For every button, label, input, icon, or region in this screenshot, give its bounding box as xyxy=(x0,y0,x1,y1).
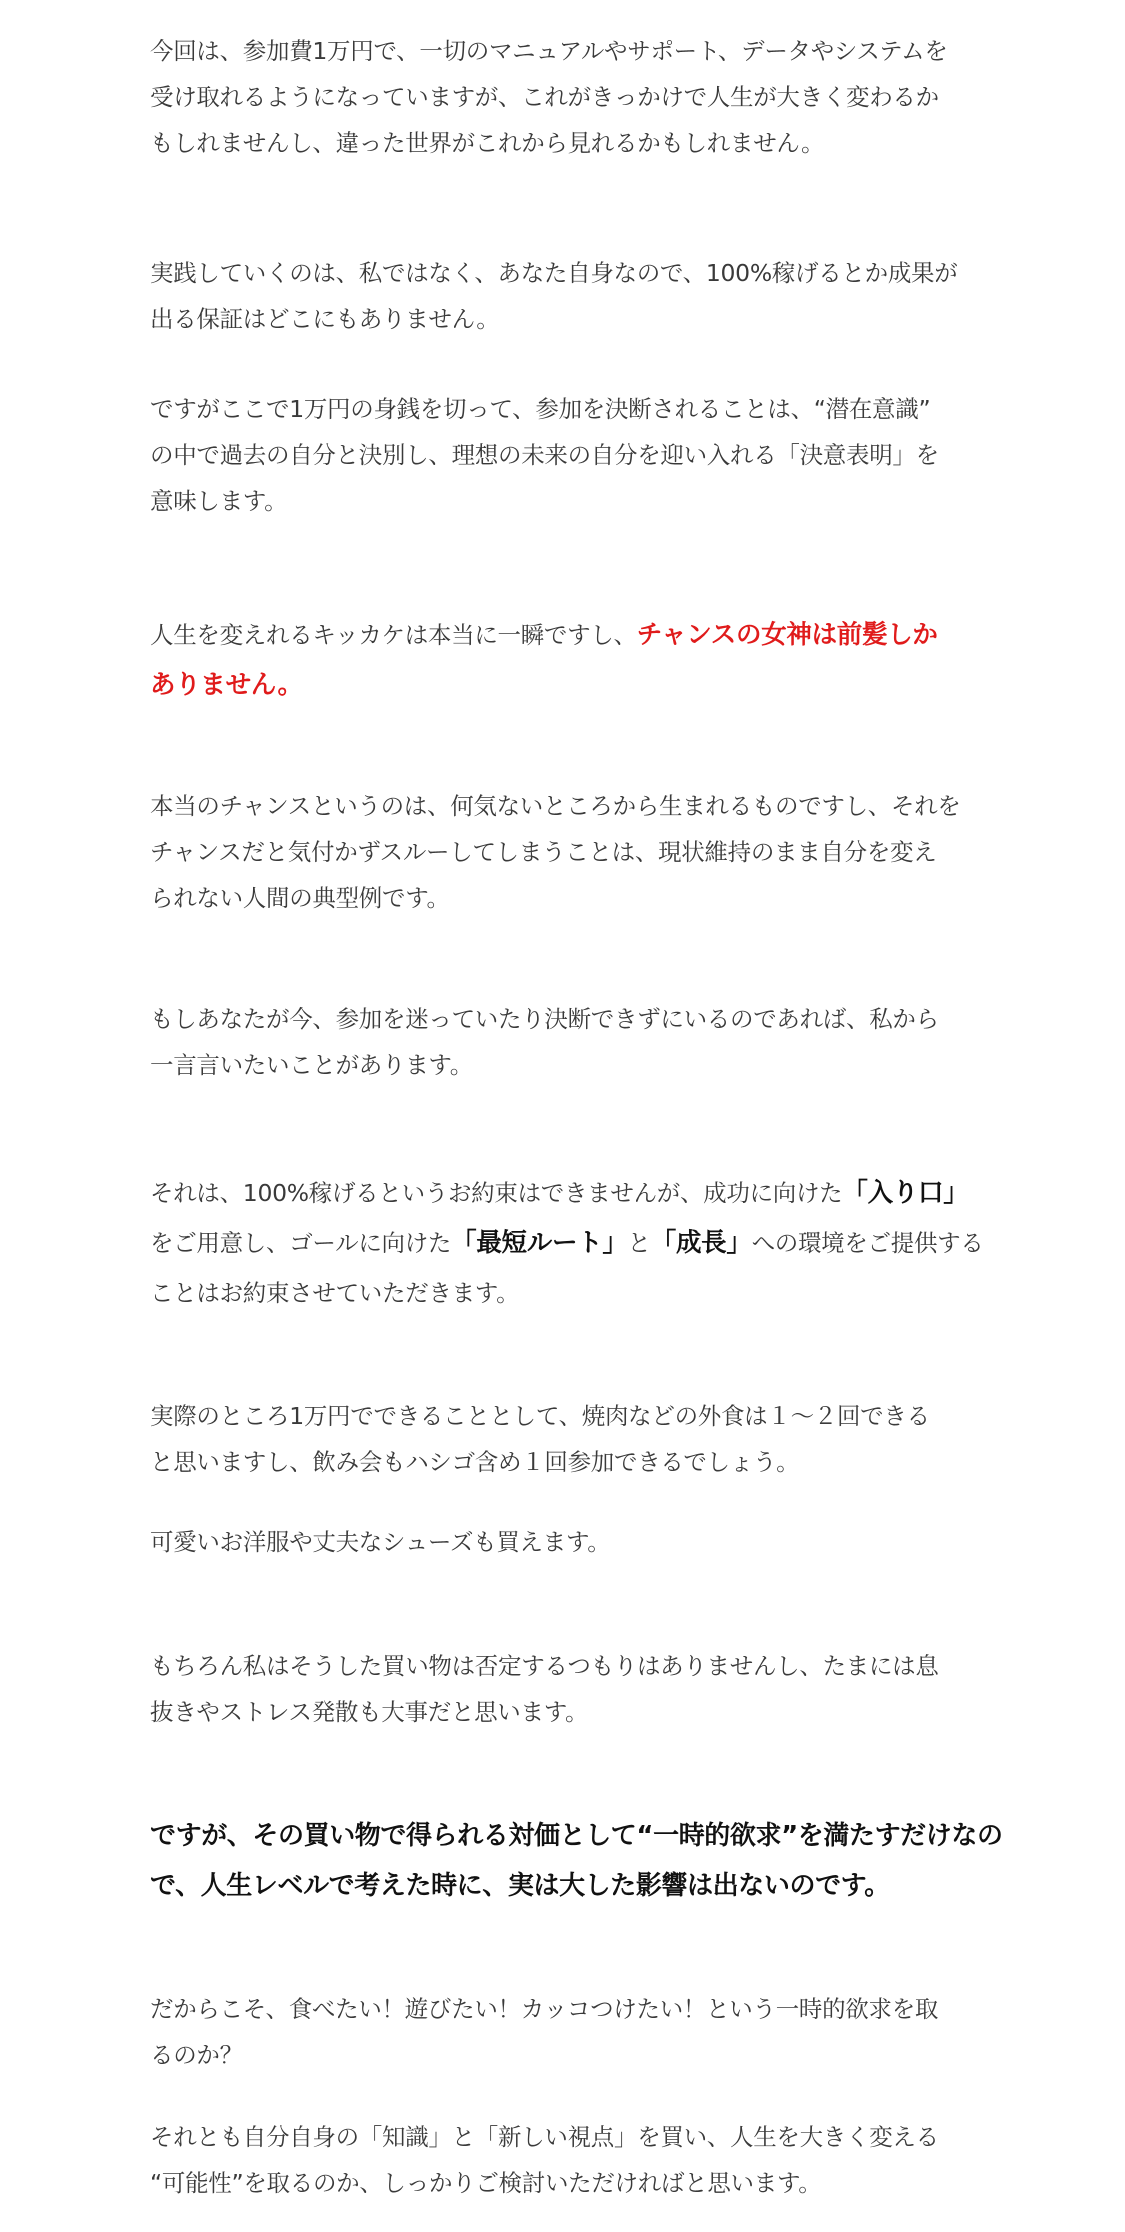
text-plain: をご用意し、ゴールに向けた xyxy=(150,1229,452,1257)
text-line: もちろん私はそうした買い物は否定するつもりはありませんし、たまには息 xyxy=(150,1652,939,1680)
text-line xyxy=(150,610,938,660)
text-line: で、人生レベルで考えた時に、実は大した影響は出ないのです。 xyxy=(150,1871,890,1901)
text-line: 受け取れるようになっていますが、これがきっかけで人生が大きく変わるか xyxy=(150,83,939,111)
text-line: もしあなたが今、参加を迷っていたり決断できずにいるのであれば、私から xyxy=(150,1005,939,1033)
text-line xyxy=(150,660,938,710)
paragraph-what-10000-yen-buys xyxy=(150,1393,930,1485)
text-line: ことはお約束させていただきます。 xyxy=(150,1279,520,1307)
paragraph-clothes-shoes xyxy=(150,1519,610,1565)
text-line: るのか？ xyxy=(150,2041,243,2069)
paragraph-declaration xyxy=(150,386,939,524)
text-plain: それは、100%稼げるというお約束はできませんが、成功に向けた xyxy=(150,1179,843,1207)
text-line: 本当のチャンスというのは、何気ないところから生まれるものですし、それを xyxy=(150,792,961,820)
text-line: 抜きやストレス発散も大事だと思います。 xyxy=(150,1698,589,1726)
text-line: それとも自分自身の「知識」と「新しい視点」を買い、人生を大きく変える xyxy=(150,2123,939,2151)
emphasis-bold-text: 「入り口」 xyxy=(842,1178,969,1208)
text-plain: への環境をご提供する xyxy=(751,1229,984,1257)
text-line: の中で過去の自分と決別し、理想の未来の自分を迎い入れる「決意表明」を xyxy=(150,441,939,469)
paragraph-no-guarantee xyxy=(150,250,957,342)
text-line: 実際のところ1万円でできることとして、焼肉などの外食は１～２回できる xyxy=(150,1402,930,1430)
paragraph-temporary-desire-bold xyxy=(150,1811,1003,1911)
text-plain: と xyxy=(627,1229,651,1257)
paragraph-not-denying-shopping xyxy=(150,1643,939,1735)
paragraph-real-chance xyxy=(150,783,961,921)
text-line: もしれませんし、違った世界がこれから見れるかもしれません。 xyxy=(150,129,825,157)
text-line: だからこそ、食べたい！遊びたい！カッコつけたい！という一時的欲求を取 xyxy=(150,1995,939,2023)
paragraph-choice-desire xyxy=(150,1986,938,2078)
text-line: 実践していくのは、私ではなく、あなた自身なので、100%稼げるとか成果が xyxy=(150,259,958,287)
paragraph-participation-fee xyxy=(150,28,948,166)
emphasis-bold-text: 「最短ルート」 xyxy=(451,1228,628,1258)
text-plain: 人生を変えれるキッカケは本当に一瞬ですし、 xyxy=(150,621,637,649)
text-line: 今回は、参加費1万円で、一切のマニュアルやサポート、データやシステムを xyxy=(150,37,948,65)
text-line: ですが、その買い物で得られる対価として“一時的欲求”を満たすだけなの xyxy=(150,1821,1003,1851)
text-line: 一言言いたいことがあります。 xyxy=(150,1051,473,1079)
text-line: 意味します。 xyxy=(150,487,288,515)
text-line: ですがここで1万円の身銭を切って、参加を決断されることは、“潜在意識” xyxy=(150,395,931,423)
paragraph-hesitation xyxy=(150,996,939,1088)
emphasis-bold-text: 「成長」 xyxy=(650,1228,752,1258)
text-line: “可能性”を取るのか、しっかりご検討いただければと思います。 xyxy=(150,2169,822,2197)
text-line xyxy=(150,1168,984,1218)
paragraph-chance-goddess xyxy=(150,610,938,710)
text-line: 出る保証はどこにもありません。 xyxy=(150,305,500,333)
text-line: と思いますし、飲み会もハシゴ含め１回参加できるでしょう。 xyxy=(150,1448,800,1476)
paragraph-choice-possibility xyxy=(150,2114,939,2206)
text-line: 可愛いお洋服や丈夫なシューズも買えます。 xyxy=(150,1528,611,1556)
emphasis-red-text: チャンスの女神は前髪しか xyxy=(636,620,938,650)
text-line xyxy=(150,1218,984,1268)
text-line: られない人間の典型例です。 xyxy=(150,884,450,912)
emphasis-red-text: ありません。 xyxy=(150,670,303,700)
text-line: チャンスだと気付かずスルーしてしまうことは、現状維持のまま自分を変え xyxy=(150,838,937,866)
paragraph-promise xyxy=(150,1168,984,1318)
